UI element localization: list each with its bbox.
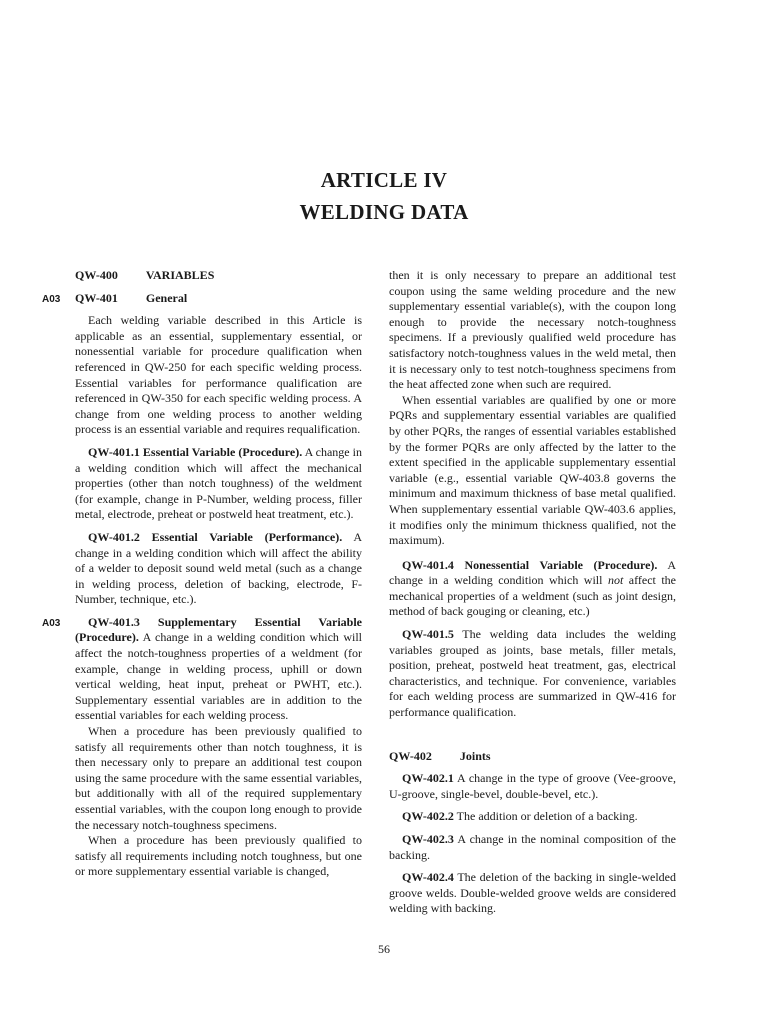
paragraph: A03 QW-401.3 Supplementary Essential Variable (Procedure). A change in a welding condition which will affect the notch-toughness properties of a weldment (for example, change in welding process, uphill or down vertical welding, heat input, preheat or PWHT, etc.). Supplementary essential variables are in addition to the essential variables for each welding process. [42, 614, 362, 723]
paragraph: When a procedure has been previously qualified to satisfy all requirements other than notch toughness, it is then necessary only to prepare an additional test coupon using the same procedure with the same essential variables, but additionally with all of the required supplementary essential variables, with the coupon long enough to provide the necessary notch-toughness specimens. [75, 724, 362, 832]
article-title: WELDING DATA [299, 200, 469, 224]
paragraph: QW-402.1 A change in the type of groove (Vee-groove, U-groove, single-bevel, double-bevel, etc.). [389, 771, 676, 801]
paragraph: QW-402.2 The addition or deletion of a backing. [402, 809, 638, 824]
article-number: ARTICLE IV [320, 168, 448, 192]
margin-mark: A03 [42, 617, 61, 629]
right-column [389, 268, 676, 917]
paragraph: QW-401.4 Nonessential Variable (Procedure). A change in a welding condition which will not affect the mechanical properties of a weldment (such as joint design, method of back gouging or cleaning, etc.) [389, 557, 676, 619]
paragraph: then it is only necessary to prepare an additional test coupon using the same welding procedure and the new supplementary essential variable(s), with the coupon long enough to provide the necessary notch-toughness specimens. If a previously qualified weld procedure has satisfactory notch-toughness values in the weld metal, then it is necessary only to test notch-toughness specimens from the heat affected zone when such are required. [389, 268, 676, 392]
paragraph: When essential variables are qualified by one or more PQRs and supplementary essential variables are qualified by other PQRs, the ranges of essential variables established by the former PQRs are only affected by the latter to the extent specified in the applicable supplementary essential variable (e.g., essential variable QW-403.8 governs the minimum and maximum thickness of base metal qualified. When supplementary essential variable QW-403.6 applies, it modifies only the minimum thickness qualified, not the maximum). [389, 392, 676, 548]
paragraph: QW-401.2 Essential Variable (Performance). A change in a welding condition which will affect the ability of a welder to deposit sound weld metal (such as a change in welding process, deletion of backing, electrode, F-Number, technique, etc.). [75, 529, 362, 607]
section-heading-qw401: A03 QW-401 General [75, 291, 362, 307]
paragraph: Each welding variable described in this Article is applicable as an essential, supplementary essential, or nonessential variable for procedure qualification when referenced in QW-250 for each specific welding process. Essential variables for performance qualification are referenced in QW-350 for each specific welding process. A change from one welding process to another welding process is an essential variable and requires requalification. [75, 313, 362, 437]
paragraph: QW-402.3 A change in the nominal composition of the backing. [389, 832, 676, 862]
page-number: 56 [378, 942, 390, 956]
paragraph: QW-401.1 Essential Variable (Procedure). A change in a welding condition which will affect the mechanical properties (other than notch toughness) of the weldment (for example, change in P-Number, welding process, filler metal, electrode, preheat or postweld heat treatment, etc.). [75, 444, 362, 522]
section-heading-qw402: QW-402 Joints [389, 748, 491, 763]
paragraph: When a procedure has been previously qualified to satisfy all requirements including notch toughness, but one or more supplementary essential variable is changed, [75, 833, 362, 879]
section-heading-qw400: QW-400 VARIABLES [75, 268, 215, 282]
paragraph: QW-402.4 The deletion of the backing in single-welded groove welds. Double-welded groove welds are considered welding with backing. [389, 870, 676, 916]
margin-mark: A03 [42, 293, 61, 305]
paragraph: QW-401.5 The welding data includes the welding variables grouped as joints, base metals, filler metals, position, preheat, postweld heat treatment, gas, electrical characteristics, and technique. For convenience, variables for each welding process are summarized in QW-416 for performance qualification. [389, 627, 676, 720]
left-column [42, 268, 362, 880]
